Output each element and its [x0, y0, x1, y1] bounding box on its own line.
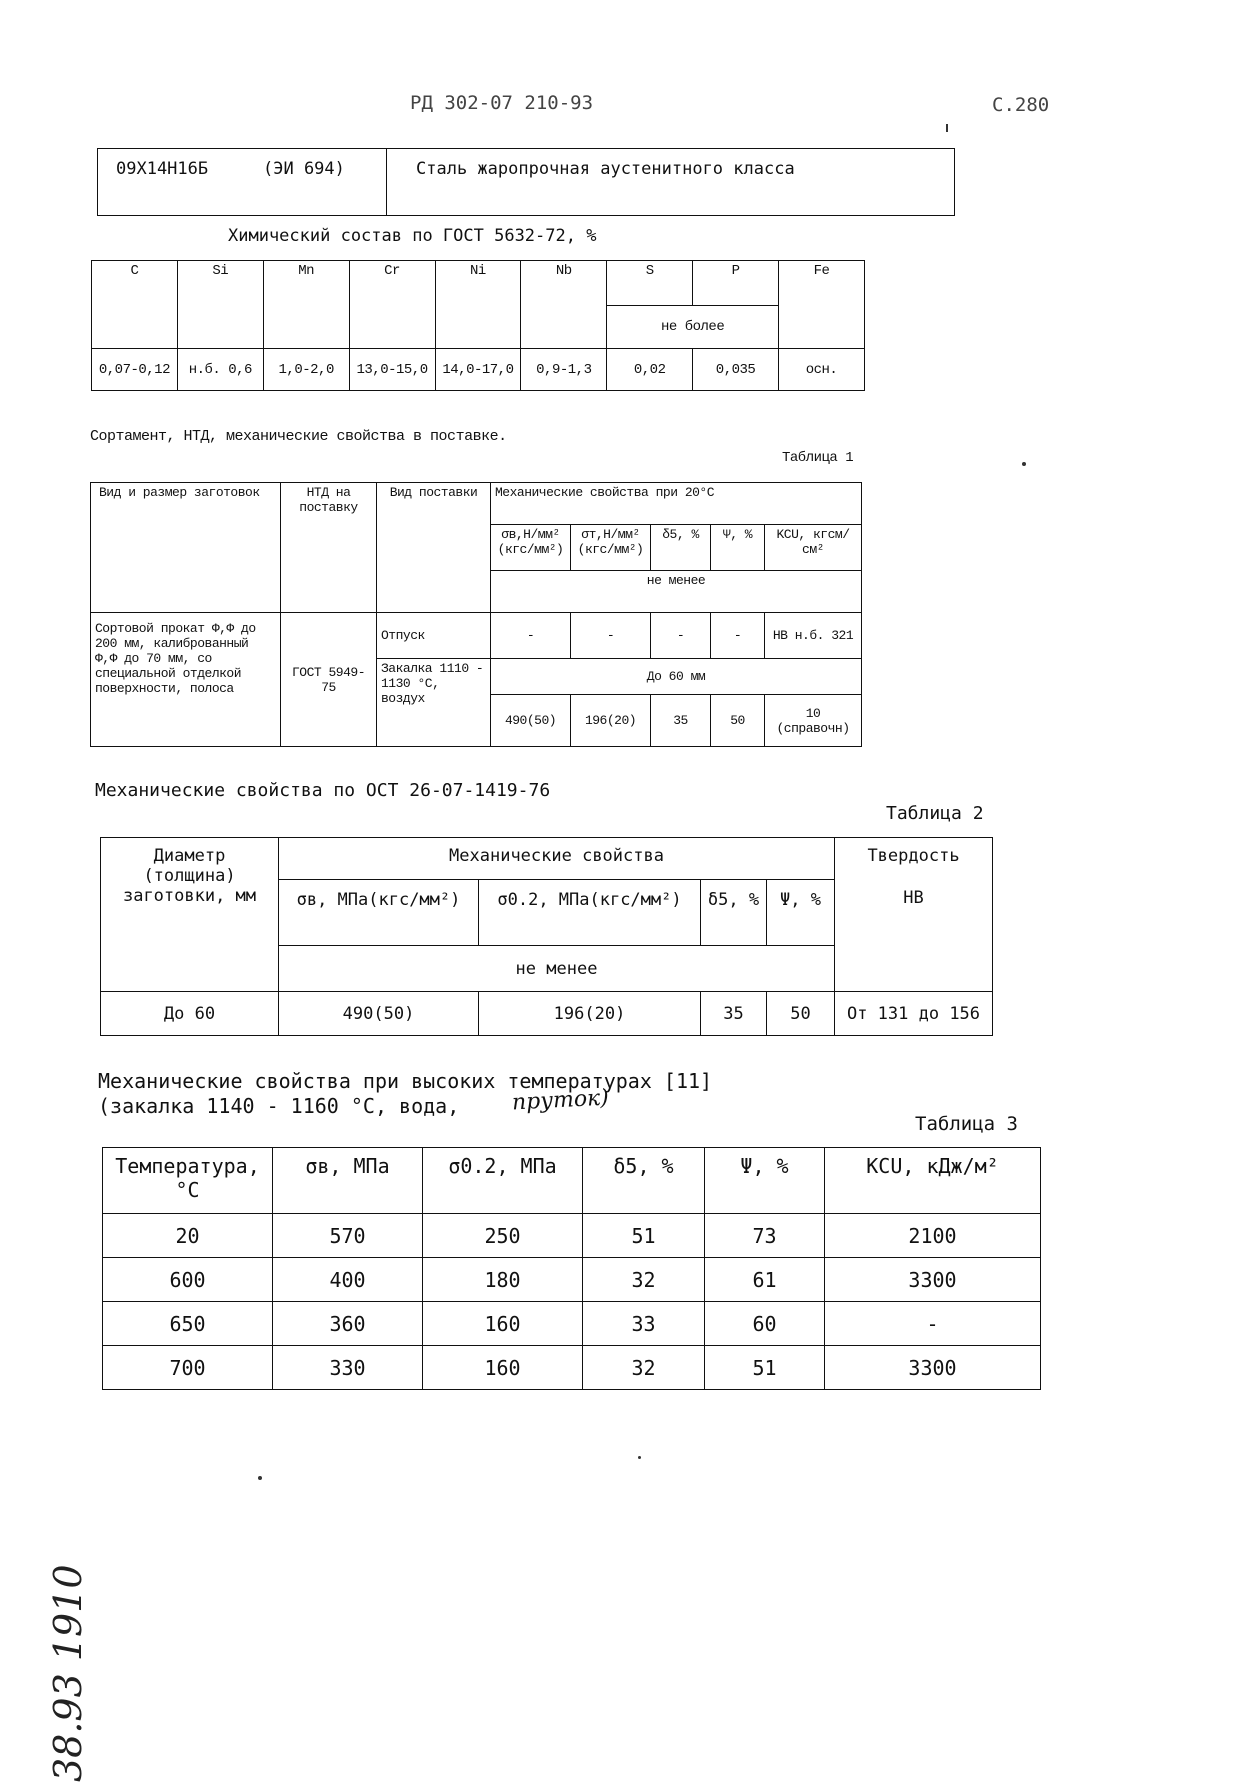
table2-header-mech: Механические свойства [279, 838, 835, 880]
table3-cell: 600 [103, 1258, 273, 1302]
chem-header-si: Si [177, 261, 263, 349]
chem-caption: Химический состав по ГОСТ 5632-72, % [228, 226, 597, 246]
table1-header-sigma-b: σв,Н/мм² (кгс/мм²) [491, 525, 571, 571]
table1-header-ntd: НТД на поставку [281, 483, 377, 613]
chem-value-c: 0,07-0,12 [92, 349, 178, 391]
table3-cell: 3300 [825, 1346, 1041, 1390]
chem-value-s: 0,02 [607, 349, 693, 391]
table1-label: Таблица 1 [782, 450, 854, 466]
table1-r1-sigma-b: - [491, 613, 571, 659]
table1-r1-kcu: НВ н.б. 321 [765, 613, 862, 659]
table3-header-delta: δ5, % [583, 1148, 705, 1214]
table1-intro: Сортамент, НТД, механические свойства в поставке. [90, 428, 507, 445]
chem-header-nb: Nb [521, 261, 607, 349]
table1-header-size: Вид и размер заготовок [91, 483, 281, 613]
table1-header-kind: Вид поставки [377, 483, 491, 613]
title-divider [386, 149, 387, 215]
table1-r2-psi: 50 [711, 695, 765, 747]
table2-delta: 35 [701, 992, 767, 1036]
chem-table [91, 260, 865, 391]
chem-header-p: P [693, 261, 779, 306]
table1-r2-delta: 35 [651, 695, 711, 747]
table2-label: Таблица 2 [886, 803, 984, 824]
chem-value-ni: 14,0-17,0 [435, 349, 521, 391]
table3-cell: 2100 [825, 1214, 1041, 1258]
table3-cell: 3300 [825, 1258, 1041, 1302]
scan-speck [1022, 462, 1026, 466]
table1-r1-psi: - [711, 613, 765, 659]
table1-header-sigma-t: σт,Н/мм² (кгс/мм²) [571, 525, 651, 571]
table1-header-mech: Механические свойства при 20°С [491, 483, 862, 525]
table1-header-kcu: KCU, кгсм/см² [765, 525, 862, 571]
table3-cell: 160 [423, 1346, 583, 1390]
table2-header-delta: δ5, % [701, 880, 767, 946]
chem-value-si: н.б. 0,6 [177, 349, 263, 391]
table2-psi: 50 [767, 992, 835, 1036]
scan-speck [258, 1476, 262, 1480]
table3-caption-line1: Механические свойства при высоких температурах [11] [98, 1069, 713, 1093]
table2-sigma-02: 196(20) [479, 992, 701, 1036]
table1-ntd: ГОСТ 5949-75 [281, 613, 377, 747]
table3-header-sigma-b: σв, МПа [273, 1148, 423, 1214]
chem-subheader: не более [607, 306, 779, 349]
table3-cell: 73 [705, 1214, 825, 1258]
steel-alt-grade: (ЭИ 694) [263, 159, 345, 179]
table3-cell: - [825, 1302, 1041, 1346]
table1 [90, 482, 862, 747]
table3-cell: 32 [583, 1346, 705, 1390]
table3-cell: 160 [423, 1302, 583, 1346]
chem-value-mn: 1,0-2,0 [263, 349, 349, 391]
table1-header-psi: Ψ, % [711, 525, 765, 571]
table2-header-diameter: Диаметр (толщина) заготовки, мм [101, 838, 279, 992]
steel-description: Сталь жаропрочная аустенитного класса [416, 159, 795, 179]
table1-r2-kcu: 10 (справочн) [765, 695, 862, 747]
table3-cell: 51 [583, 1214, 705, 1258]
table3-cell: 33 [583, 1302, 705, 1346]
chem-header-c: C [92, 261, 178, 349]
chem-header-cr: Cr [349, 261, 435, 349]
page-number: С.280 [992, 94, 1050, 116]
table3-cell: 20 [103, 1214, 273, 1258]
table3-header-psi: Ψ, % [705, 1148, 825, 1214]
chem-header-s: S [607, 261, 693, 306]
table3-cell: 650 [103, 1302, 273, 1346]
table1-r2-sigma-t: 196(20) [571, 695, 651, 747]
steel-grade: 09Х14Н16Б [116, 159, 209, 179]
table3-cell: 330 [273, 1346, 423, 1390]
table2-header-sigma-b: σв, МПа(кгс/мм²) [279, 880, 479, 946]
table1-size-text: Сортовой прокат Ф,Ф до 200 мм, калиброванный Ф,Ф до 70 мм, со специальной отделкой поверхности, полоса [91, 613, 281, 747]
table3-header-sigma-02: σ0.2, МПа [423, 1148, 583, 1214]
table2-sigma-b: 490(50) [279, 992, 479, 1036]
table3-cell: 61 [705, 1258, 825, 1302]
table1-r2-sigma-b: 490(50) [491, 695, 571, 747]
scan-speck [638, 1456, 641, 1459]
table2-header-hardness-label: Твердость [867, 846, 960, 866]
table2-diameter: До 60 [101, 992, 279, 1036]
table1-r2-kind: Закалка 1110 - 1130 °С, воздух [377, 659, 491, 747]
table1-r1-sigma-t: - [571, 613, 651, 659]
table3-label: Таблица 3 [915, 1113, 1018, 1135]
chem-value-p: 0,035 [693, 349, 779, 391]
table2-header-min: не менее [279, 946, 835, 992]
table3-header-kcu: KCU, кДж/м² [825, 1148, 1041, 1214]
table3-cell: 250 [423, 1214, 583, 1258]
table3-cell: 180 [423, 1258, 583, 1302]
table3-cell: 360 [273, 1302, 423, 1346]
table3-header-temp: Температура, °С [103, 1148, 273, 1214]
table2-header-hardness [835, 838, 993, 992]
table1-header-min: не менее [491, 571, 862, 613]
table2-caption: Механические свойства по ОСТ 26-07-1419-76 [95, 780, 551, 801]
table3-cell: 51 [705, 1346, 825, 1390]
chem-value-fe: осн. [779, 349, 865, 391]
table3-cell: 570 [273, 1214, 423, 1258]
scan-speck [946, 124, 948, 132]
table3 [102, 1147, 1041, 1390]
table1-r2-span: До 60 мм [491, 659, 862, 695]
table3-caption-line2: (закалка 1140 - 1160 °С, вода, [98, 1094, 460, 1118]
table2-hardness: От 131 до 156 [835, 992, 993, 1036]
table2-header-sigma-02: σ0.2, МПа(кгс/мм²) [479, 880, 701, 946]
table1-r1-kind: Отпуск [377, 613, 491, 659]
title-box [97, 148, 955, 216]
chem-header-fe: Fe [779, 261, 865, 349]
table3-cell: 700 [103, 1346, 273, 1390]
chem-value-cr: 13,0-15,0 [349, 349, 435, 391]
margin-handwritten-note: 38.93 1910 [46, 1564, 90, 1782]
table2-header-hb: НВ [903, 888, 924, 908]
table3-cell: 60 [705, 1302, 825, 1346]
chem-header-ni: Ni [435, 261, 521, 349]
table2-header-psi: Ψ, % [767, 880, 835, 946]
table3-caption-handwritten: пруток) [511, 1085, 610, 1116]
table1-r1-delta: - [651, 613, 711, 659]
table3-cell: 400 [273, 1258, 423, 1302]
table3-cell: 32 [583, 1258, 705, 1302]
chem-value-nb: 0,9-1,3 [521, 349, 607, 391]
document-code: РД 302-07 210-93 [410, 92, 594, 114]
table1-header-delta: δ5, % [651, 525, 711, 571]
table2 [100, 837, 993, 1036]
chem-header-mn: Mn [263, 261, 349, 349]
